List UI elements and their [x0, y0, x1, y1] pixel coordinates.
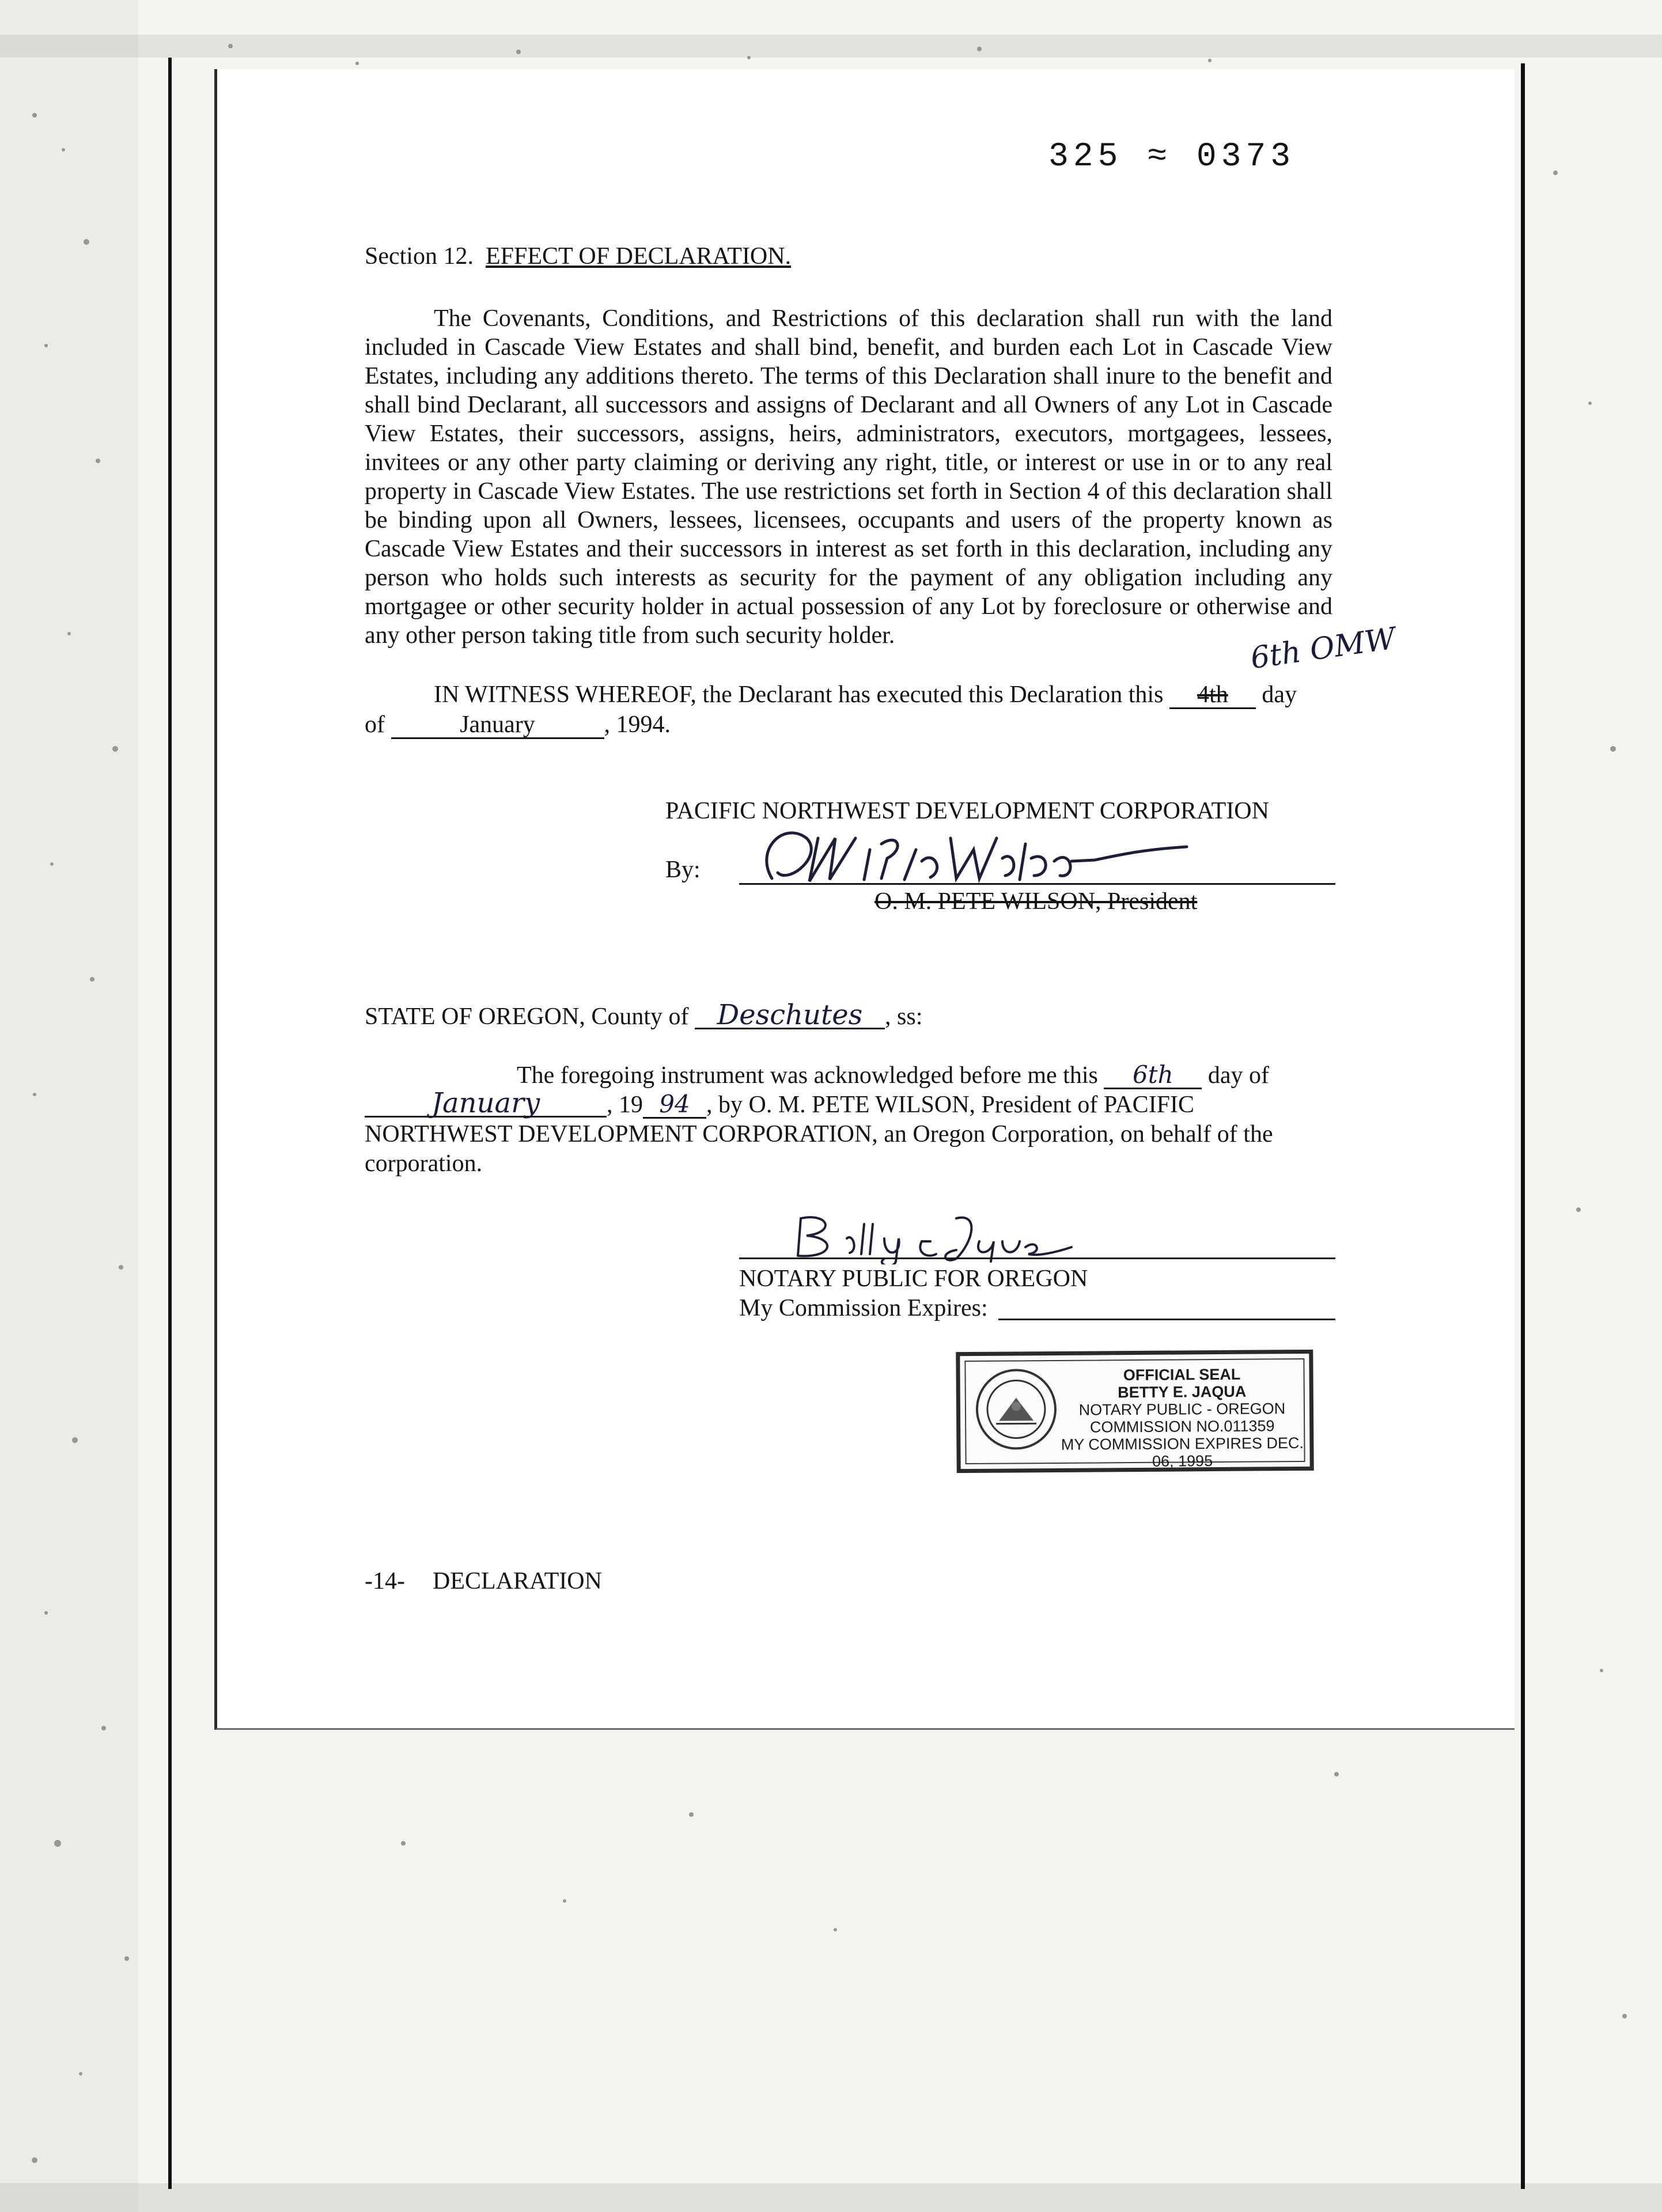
notary-signature — [783, 1207, 1083, 1264]
commission-expires-line — [998, 1319, 1335, 1320]
recording-page-number: 325 ≈ 0373 — [1048, 138, 1296, 176]
county-name: Deschutes — [717, 999, 863, 1031]
section-label: Section 12. — [365, 243, 474, 270]
witness-month: January — [460, 711, 535, 738]
ack-month: January — [431, 1087, 540, 1119]
witness-line-2: of January , 1994. — [365, 711, 671, 738]
footer-page-number: -14- — [365, 1568, 405, 1594]
commission-label: My Commission Expires: — [739, 1295, 988, 1321]
oregon-state-seal-icon — [972, 1366, 1059, 1453]
ack-day-blank — [1104, 1062, 1202, 1089]
corporation-name: PACIFIC NORTHWEST DEVELOPMENT CORPORATION — [665, 798, 1269, 824]
state-line: STATE OF OREGON, County of Deschutes , ss: — [365, 999, 923, 1031]
notary-signature-line — [739, 1257, 1335, 1259]
witness-year: , 1994. — [604, 711, 671, 738]
ack-year: 94 — [659, 1090, 690, 1118]
signature-line — [739, 883, 1335, 885]
page-footer — [365, 1567, 630, 1596]
acknowledgment-line-1: The foregoing instrument was acknowledged before me this 6th day of — [517, 1060, 1270, 1089]
seal-text: OFFICIAL SEAL BETTY E. JAQUA NOTARY PUBLIC - OREGON COMMISSION NO.011359 MY COMMISSION EXPIRES DEC. 06, 1995 — [1061, 1365, 1304, 1470]
body-paragraph: The Covenants, Conditions, and Restrictions of this declaration shall run with the land included in Cascade View Estates and shall bind, benefit, and burden each Lot in Cascade View Estates, including any additions thereto. The terms of this Declaration shall inure to the benefit and shall bind Declarant, all successors and assigns of Declarant and all Owners of any Lot in Cascade View Estates, their successors, assigns, heirs, administrators, executors, mortgagees, lessees, invitees or any other party claiming or deriving any right, title, or interest or use in or to any real property in Cascade View Estates. The use restrictions set forth in Section 4 of this declaration shall be binding upon all Owners, lessees, licensees, occupants and users of the property known as Cascade View Estates and their successors in interest as set forth in this declaration, including any person who holds such interests as security for the payment of any obligation including any mortgagee or other security holder in actual possession of any Lot by foreclosure or otherwise and any other person taking title from such security holder. — [365, 305, 1332, 649]
acknowledgment-line-4: corporation. — [365, 1150, 483, 1177]
witness-day-blank — [1169, 682, 1256, 709]
footer-label: DECLARATION — [432, 1568, 602, 1594]
ack-month-blank — [365, 1087, 607, 1119]
witness-line-1: IN WITNESS WHEREOF, the Declarant has executed this Declaration this 4th day — [434, 681, 1297, 708]
witness-day: 4th — [1197, 681, 1228, 708]
county-blank — [695, 999, 885, 1031]
by-label: By: — [665, 857, 701, 883]
scan-edge-left — [168, 58, 172, 2189]
acknowledgment-line-2: January , 19 94 , by O. M. PETE WILSON, President of PACIFIC — [365, 1090, 1194, 1119]
ack-day: 6th — [1133, 1060, 1173, 1089]
notary-title: NOTARY PUBLIC FOR OREGON — [739, 1266, 1088, 1292]
ack-year-blank — [643, 1092, 706, 1119]
witness-month-blank — [391, 712, 604, 739]
signer-name: O. M. PETE WILSON, President — [874, 888, 1198, 915]
section-title: EFFECT OF DECLARATION. — [485, 243, 792, 270]
handwritten-initials: 6th OMW — [1248, 621, 1398, 676]
acknowledgment-line-3: NORTHWEST DEVELOPMENT CORPORATION, an Oregon Corporation, on behalf of the — [365, 1121, 1273, 1147]
section-heading — [365, 242, 791, 271]
scan-edge-right — [1521, 63, 1525, 2189]
official-notary-seal — [956, 1350, 1313, 1473]
